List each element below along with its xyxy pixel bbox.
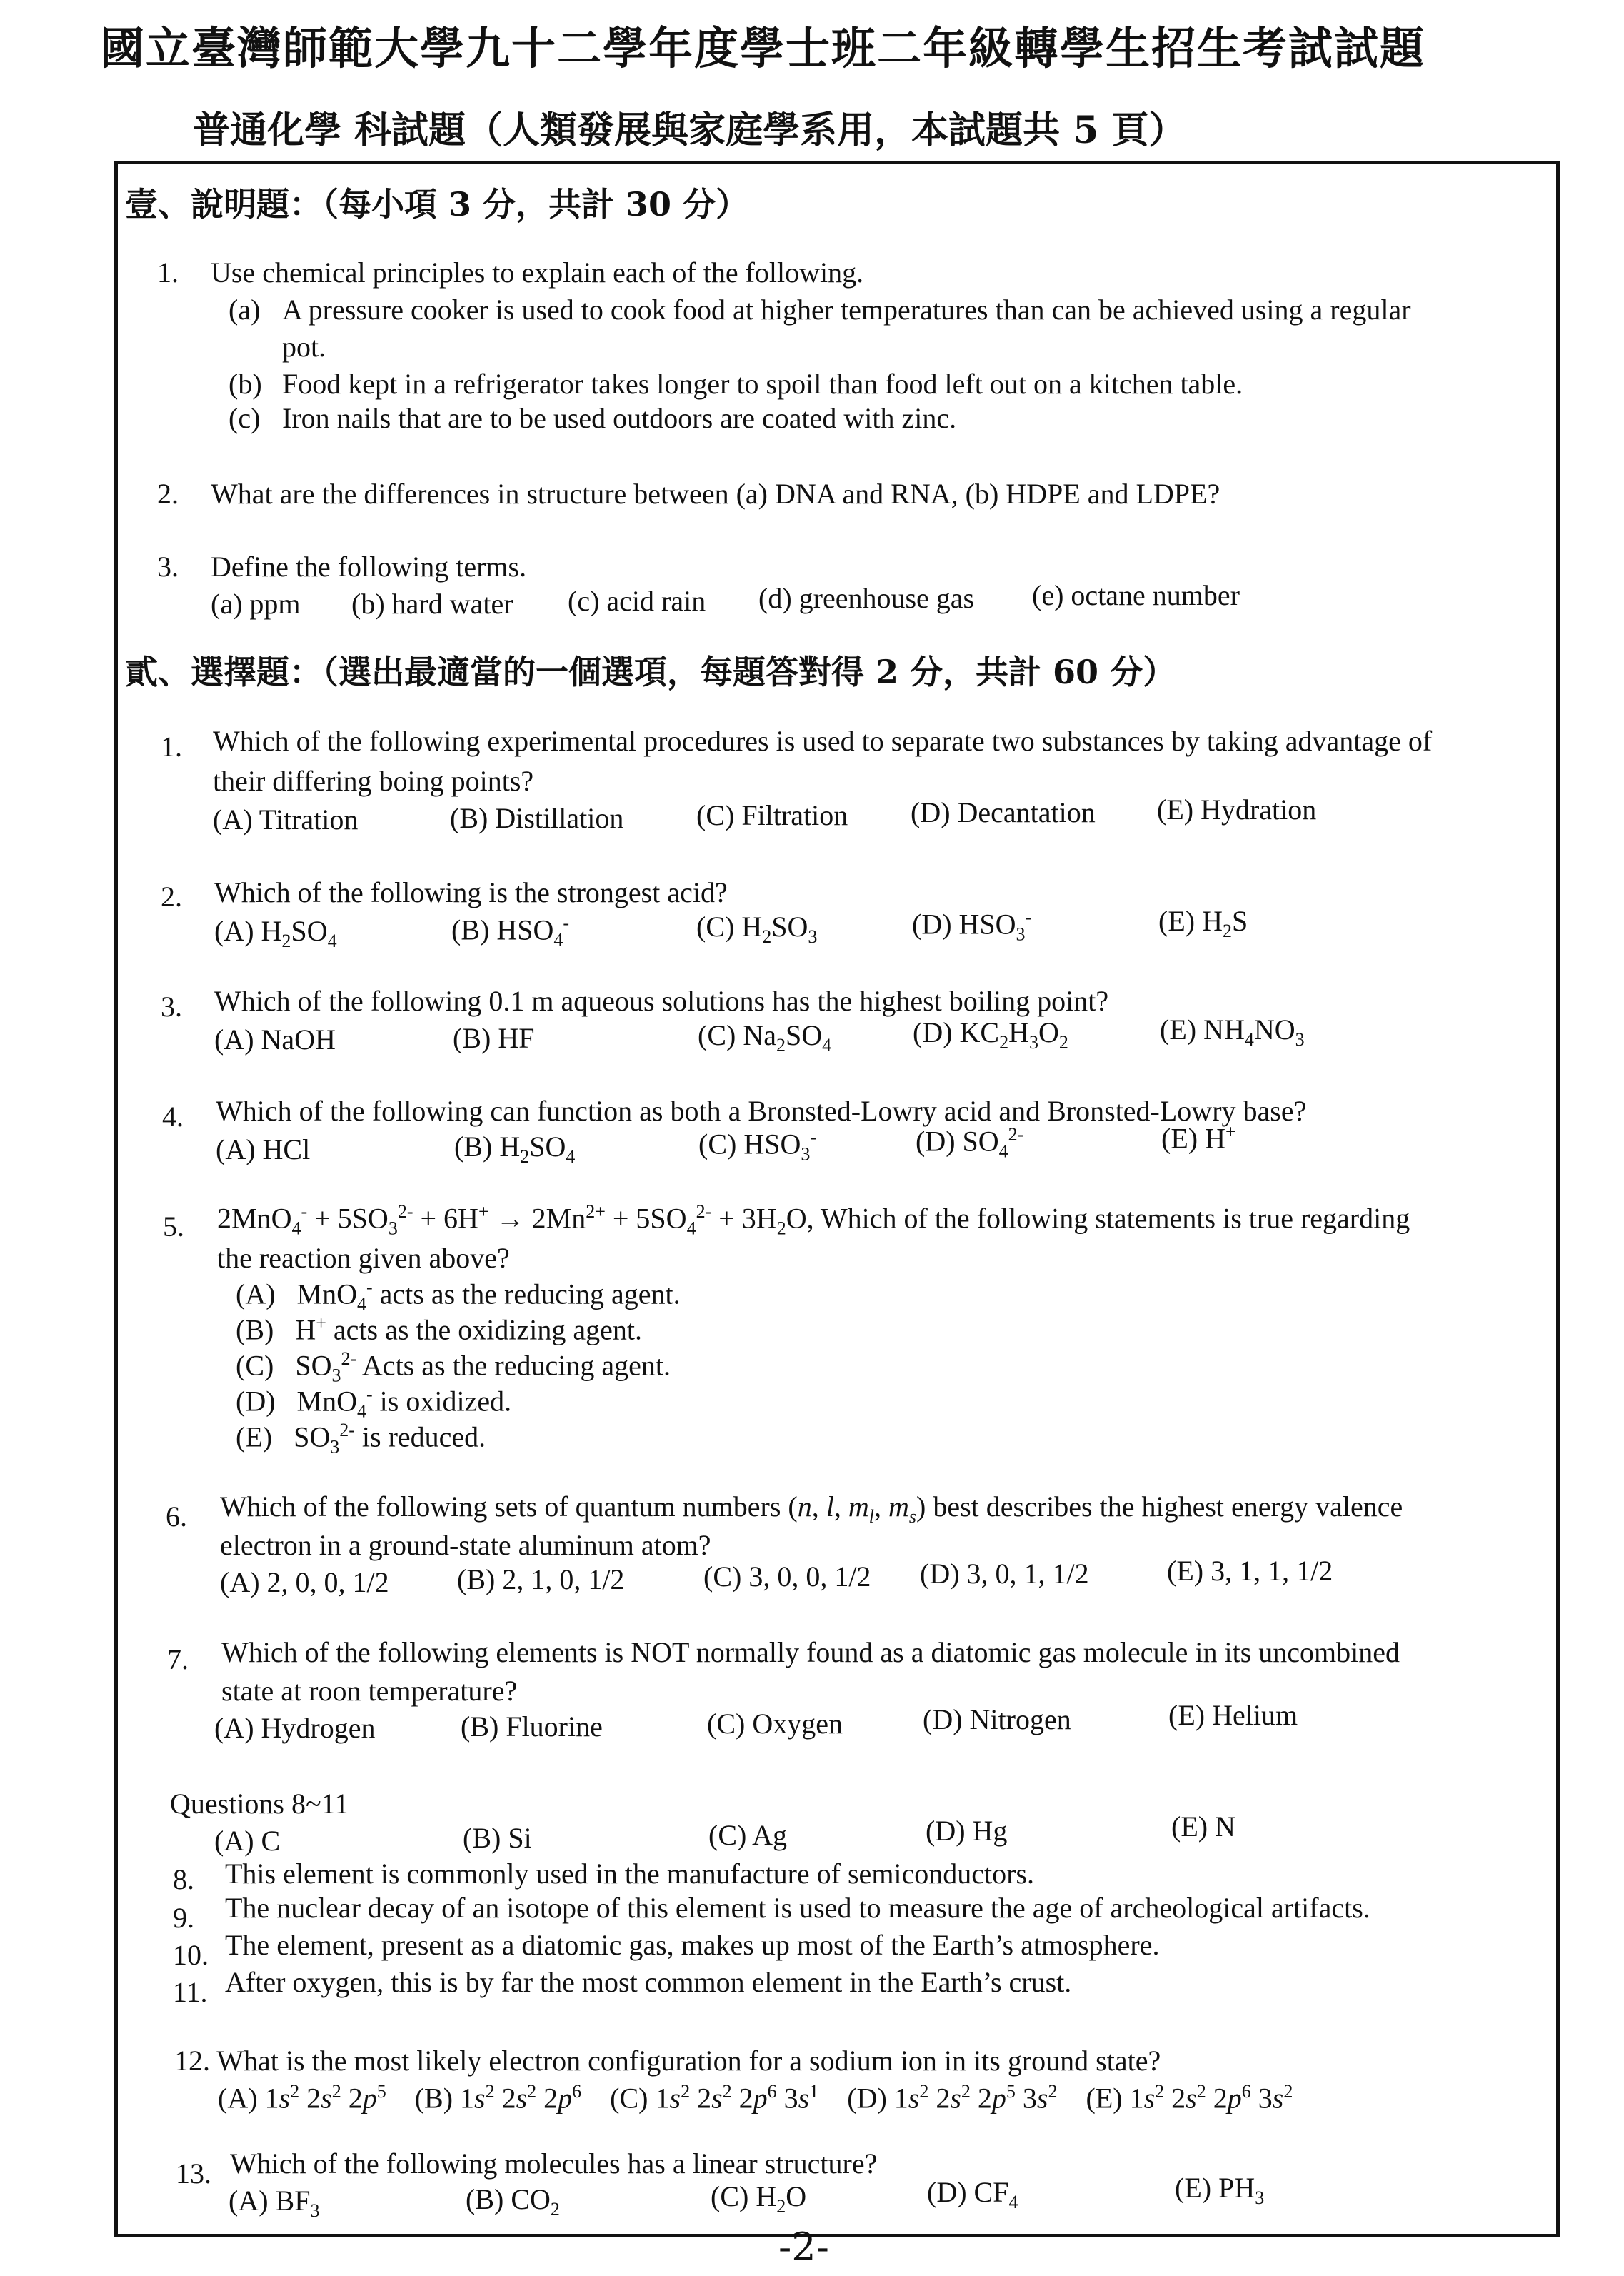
s1-q3-text: Define the following terms. (211, 551, 527, 583)
q3-number: 3. (161, 991, 182, 1023)
q6-line1: Which of the following sets of quantum numbers (n, l, $m_l$, $m_s$) best describes the highest energy valence (220, 1490, 1403, 1527)
q10-number: 10. (173, 1939, 209, 1971)
q9-text: The nuclear decay of an isotope of this element is used to measure the age of archeological artifacts. (225, 1892, 1370, 1924)
group-option-c: (C) Ag (708, 1819, 787, 1851)
q4-option-c: (C) $HSO_3^-$ (698, 1127, 817, 1165)
q13-option-c: (C) $H_2O$ (711, 2180, 807, 2217)
q2-option-c: (C) $H_2SO_3$ (696, 911, 818, 947)
group-option-d: (D) Hg (926, 1815, 1008, 1847)
q1-number: 1. (161, 731, 182, 763)
s1-q1-a-cont: pot. (282, 331, 326, 363)
q1-option-b: (B) Distillation (450, 802, 624, 834)
q4-text: Which of the following can function as both a Bronsted-Lowry acid and Bronsted-Lowry base? (216, 1095, 1307, 1127)
q3-option-e: (E) $NH_4NO_3$ (1160, 1013, 1305, 1050)
q7-option-a: (A) Hydrogen (214, 1712, 376, 1744)
q11-text: After oxygen, this is by far the most common element in the Earth’s crust. (225, 1966, 1072, 1998)
exam-title: 國立臺灣師範大學九十二學年度學士班二年級轉學生招生考試試題 (100, 22, 1426, 74)
q6-number: 6. (166, 1500, 187, 1533)
q13-number: 13. (176, 2157, 211, 2190)
q5-option-c: (C) $SO_3^{2-}$ Acts as the reducing agent. (236, 1348, 671, 1386)
q6-option-a: (A) 2, 0, 0, 1/2 (220, 1566, 389, 1598)
q11-number: 11. (173, 1976, 208, 2008)
s1-q1-a-text: A pressure cooker is used to cook food at higher temperatures than can be achieved using a regular (282, 294, 1411, 326)
q6-option-b: (B) 2, 1, 0, 1/2 (457, 1563, 625, 1595)
q1-option-a: (A) Titration (213, 803, 359, 836)
q12-options: (A) $1s^2$ $2s^2$ $2p^5$ (B) $1s^2$ $2s^2$ $2p^6$ (C) $1s^2$ $2s^2$ $2p^6$ $3s^1$ (D) $1s^2$ $2s^2$ $2p^5$ $3s^2$ (E) $1s^2$ $2s^2$ $2p^6$ $3s^2$ (218, 2081, 1293, 2115)
group-option-a: (A) C (214, 1825, 281, 1857)
q2-option-e: (E) $H_2S$ (1158, 905, 1248, 941)
q3-option-a: (A) NaOH (214, 1023, 336, 1056)
q3-option-b: (B) HF (453, 1022, 535, 1054)
s1-q3-term: (b) hard water (351, 588, 513, 620)
q10-text: The element, present as a diatomic gas, makes up most of the Earth’s atmosphere. (225, 1929, 1160, 1961)
q5-number: 5. (163, 1210, 184, 1243)
s1-q1-a-label: (a) (229, 294, 261, 326)
q6-option-e: (E) 3, 1, 1, 1/2 (1167, 1555, 1333, 1587)
q4-option-d: (D) $SO_4^{2-}$ (916, 1124, 1024, 1162)
q12-line: 12. What is the most likely electron configuration for a sodium ion in its ground state? (174, 2045, 1161, 2077)
s1-q3-term: (a) ppm (211, 588, 301, 620)
q7-option-b: (B) Fluorine (461, 1710, 603, 1743)
q5-option-a: (A) MnO$_4$- acts as the reducing agent. (236, 1277, 681, 1315)
q7-line2: state at roon temperature? (221, 1675, 518, 1707)
q2-number: 2. (161, 881, 182, 913)
q13-option-e: (E) $PH_3$ (1175, 2172, 1265, 2208)
q13-text: Which of the following molecules has a linear structure? (230, 2147, 878, 2180)
s1-q2-number: 2. (157, 478, 179, 510)
s1-q1-c-text: Iron nails that are to be used outdoors are coated with zinc. (282, 402, 957, 434)
q8-number: 8. (173, 1863, 194, 1895)
q13-option-b: (B) $CO_2$ (466, 2183, 560, 2220)
section1-heading: 壹、說明題：（每小項 3 分，共計 30 分） (125, 185, 749, 224)
section2-heading: 貳、選擇題：（選出最適當的一個選項，每題答對得 2 分，共計 60 分） (125, 653, 1176, 691)
s1-q1-text: Use chemical principles to explain each of the following. (211, 256, 864, 289)
q2-option-a: (A) $H_2SO_4$ (214, 915, 337, 951)
q4-number: 4. (162, 1101, 184, 1133)
s1-q1-b-label: (b) (229, 368, 262, 400)
q5-line2: the reaction given above? (217, 1242, 510, 1274)
question-frame (114, 161, 1560, 2237)
s1-q1-c-label: (c) (229, 402, 261, 434)
q6-line2: electron in a ground-state aluminum atom? (220, 1529, 711, 1561)
q3-option-c: (C) $Na_2SO_4$ (698, 1019, 832, 1056)
q7-option-d: (D) Nitrogen (923, 1703, 1071, 1735)
s1-q1-b-text: Food kept in a refrigerator takes longer to spoil than food left out on a kitchen table. (282, 368, 1243, 400)
q2-option-d: (D) $HSO_3^-$ (912, 907, 1032, 945)
q4-option-e: (E) H+ (1161, 1121, 1236, 1155)
group-option-e: (E) N (1171, 1810, 1235, 1843)
q13-option-d: (D) $CF_4$ (927, 2176, 1018, 2212)
q1-option-c: (C) Filtration (696, 799, 848, 831)
q1-option-e: (E) Hydration (1157, 793, 1317, 826)
group-label: Questions 8~11 (170, 1788, 349, 1820)
q1-option-d: (D) Decantation (911, 796, 1096, 828)
q9-number: 9. (173, 1902, 194, 1934)
page-number: -2- (778, 2225, 829, 2270)
q7-option-c: (C) Oxygen (707, 1708, 843, 1740)
s1-q3-term: (e) octane number (1032, 579, 1240, 611)
q1-line2: their differing boing points? (213, 765, 534, 797)
exam-subtitle: 普通化學 科試題（人類發展與家庭學系用，本試題共 5 頁） (193, 109, 1186, 152)
q8-text: This element is commonly used in the manufacture of semiconductors. (225, 1858, 1035, 1890)
s1-q2-text: What are the differences in structure between (a) DNA and RNA, (b) HDPE and LDPE? (211, 478, 1220, 510)
q4-option-a: (A) HCl (216, 1133, 311, 1165)
q5-line1: $2MnO_4^- + 5SO_3^{2-} + 6H^+ \to 2Mn^{2+} + 5SO_4^{2-} + 3H_2O$, Which of the following statements is true regarding (217, 1201, 1410, 1239)
q2-option-b: (B) $HSO_4^-$ (451, 913, 570, 951)
q5-option-d: (D) MnO$_4$- is oxidized. (236, 1384, 512, 1422)
q4-option-b: (B) $H_2SO_4$ (454, 1131, 576, 1167)
q6-option-d: (D) 3, 0, 1, 1/2 (920, 1558, 1089, 1590)
s1-q3-term: (c) acid rain (568, 585, 706, 617)
q13-option-a: (A) $BF_3$ (229, 2185, 320, 2221)
q3-text: Which of the following 0.1 m aqueous solutions has the highest boiling point? (214, 985, 1109, 1017)
q3-option-d: (D) $KC_2H_3O_2$ (913, 1016, 1068, 1053)
q1-line1: Which of the following experimental procedures is used to separate two substances by taking advantage of (213, 725, 1433, 757)
q7-option-e: (E) Helium (1168, 1699, 1298, 1731)
q5-option-b: (B) H+ acts as the oxidizing agent. (236, 1313, 642, 1346)
q5-option-e: (E) $SO_3^{2-}$ is reduced. (236, 1420, 486, 1458)
s1-q3-number: 3. (157, 551, 179, 583)
q7-line1: Which of the following elements is NOT normally found as a diatomic gas molecule in its uncombined (221, 1636, 1400, 1668)
q6-option-c: (C) 3, 0, 0, 1/2 (703, 1560, 871, 1593)
q2-text: Which of the following is the strongest acid? (214, 876, 728, 908)
group-option-b: (B) Si (463, 1822, 532, 1854)
s1-q1-number: 1. (157, 256, 179, 289)
q7-number: 7. (167, 1643, 189, 1675)
s1-q3-term: (d) greenhouse gas (758, 582, 975, 614)
